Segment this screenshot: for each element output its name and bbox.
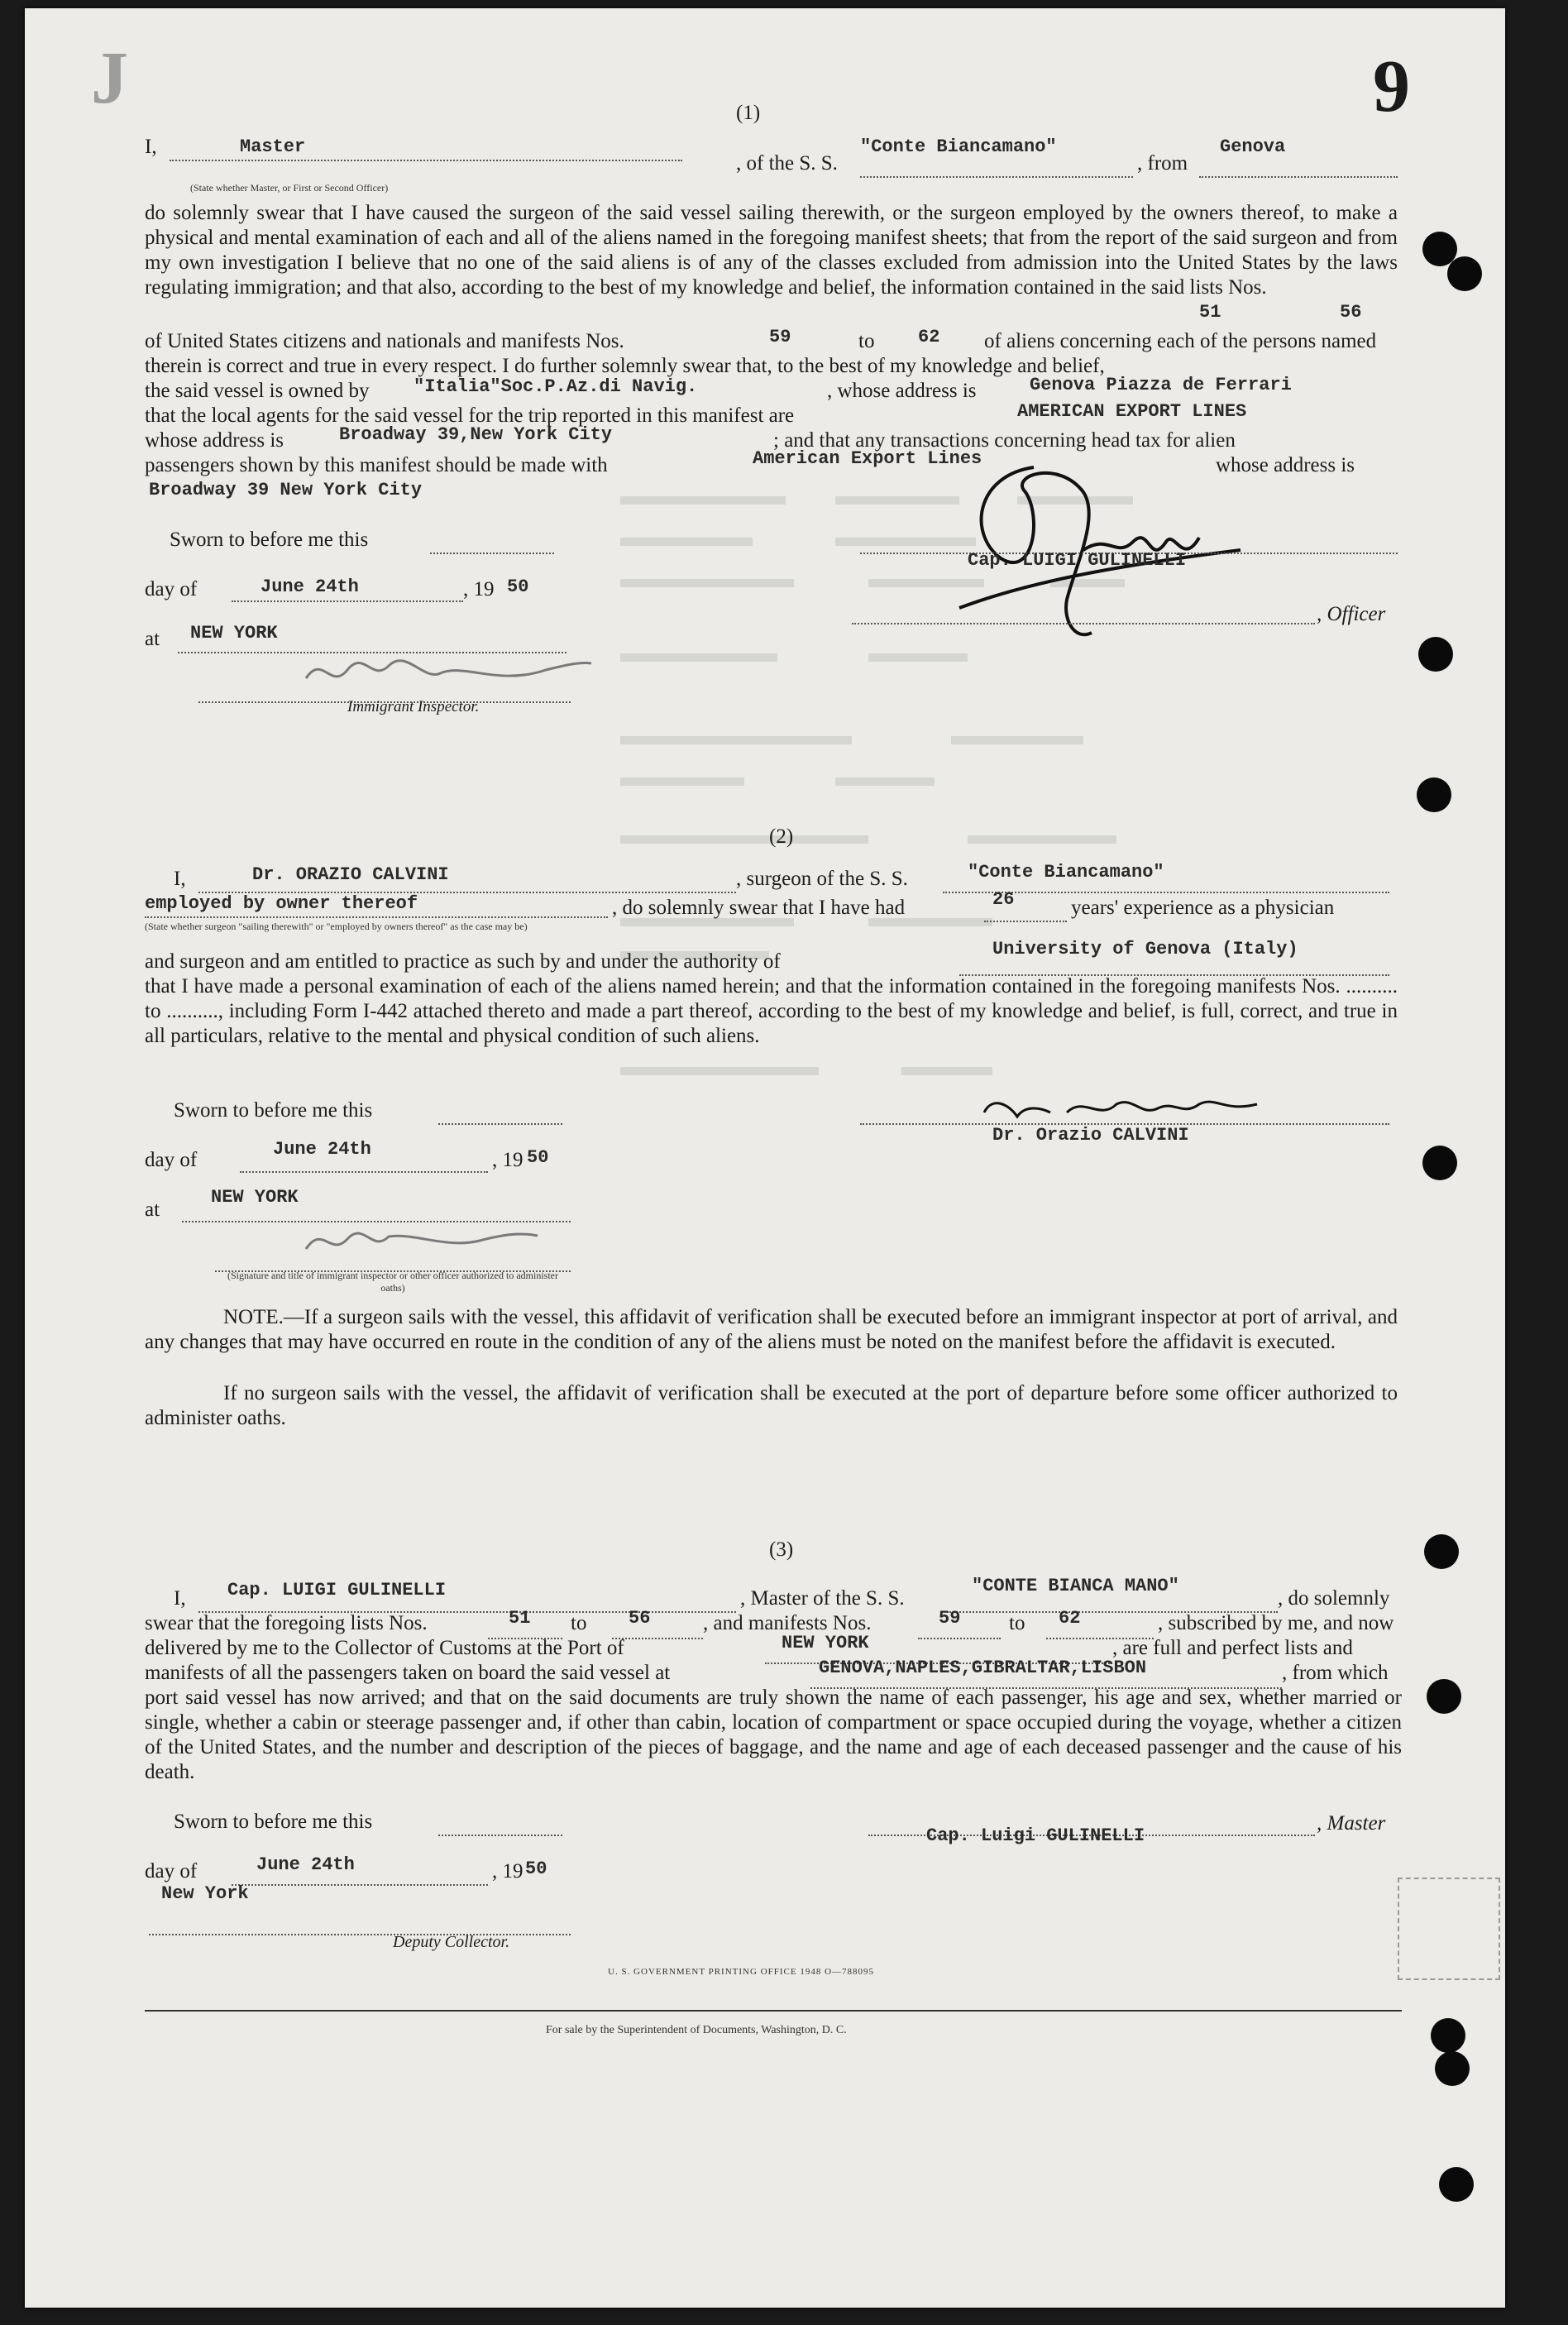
s2-employed-note: (State whether surgeon "sailing therewith" or "employed by owners thereof" as the case may be): [145, 921, 528, 932]
s1-local-agents: that the local agents for the said vessel for the trip reported in this manifest are: [145, 404, 795, 427]
s3-sworn-line: [438, 1820, 562, 1836]
punch-hole: [1435, 2051, 1470, 2086]
s2-surgeon-of: , surgeon of the S. S.: [736, 868, 908, 890]
s1-body: do solemnly swear that I have caused the surgeon of the said vessel sailing therewith, or the surgeon employed by the owners thereof, to make a physical and mental examination of each and all of the aliens named in the foregoing manifest sheets; that from the report of the said surgeon and from my own investigation I believe that no one of the said aliens is of any of the classes excluded from admission into the United States by the laws regulating immigration; and that also, according to the best of my knowledge and belief, the information contained in the said lists Nos.: [145, 202, 1398, 299]
s3-to-2: to: [1009, 1612, 1025, 1634]
s3-vessel: "CONTE BIANCA MANO": [972, 1576, 1179, 1596]
s1-lists-from: 51: [1199, 302, 1221, 323]
s2-years: 26: [992, 889, 1015, 910]
s3-place: New York: [161, 1883, 249, 1904]
punch-hole: [1439, 2167, 1474, 2202]
section-3-heading: (3): [769, 1538, 794, 1561]
section-1-heading: (1): [736, 102, 761, 124]
s3-sworn: Sworn to before me this: [174, 1811, 373, 1833]
s3-swear: swear that the foregoing lists Nos.: [145, 1612, 428, 1634]
s1-officer-line-2: [852, 608, 1315, 624]
s3-master-sig: Cap. Luigi GULINELLI: [926, 1825, 1145, 1846]
s3-ports-embarked: GENOVA,NAPLES,GIBRALTAR,LISBON: [819, 1658, 1147, 1678]
s3-subscribed: , subscribed by me, and now: [1158, 1612, 1394, 1634]
punch-hole: [1431, 2018, 1465, 2053]
gpo-line: U. S. GOVERNMENT PRINTING OFFICE 1948 O—788095: [608, 1967, 875, 1977]
s2-note1: NOTE.—If a surgeon sails with the vessel, this affidavit of verification shall be executed before an immigrant inspector at port of arrival, and any changes that may have occurred en route in the condition of any of the aliens must be noted on the manifest before the affidavit is executed.: [145, 1306, 1398, 1353]
s1-port-line: [1199, 161, 1398, 178]
s1-therein: therein is correct and true in every respect. I do further solemnly swear that, to the best of my knowledge and belief,: [145, 355, 1105, 377]
s3-body: port said vessel has now arrived; and that on the said documents are truly shown the name of each passenger, his age and sex, whether married or single, whether a cabin or steerage passenger and, if other than cabin, location of compartment or space occupied during the voyage, whether a citizen of the United States, and the number and description of the pieces of baggage, and the name and age of each deceased passenger and the cause of his death.: [145, 1686, 1402, 1783]
s1-date-line: [232, 586, 463, 602]
s2-place: NEW YORK: [211, 1187, 299, 1208]
s1-place: NEW YORK: [190, 623, 278, 643]
s1-whose-address: , whose address is: [827, 380, 977, 402]
s3-master-line: [198, 1596, 736, 1613]
s2-surgeon-sig-name: Dr. Orazio CALVINI: [992, 1125, 1189, 1146]
s2-sig-note: (Signature and title of immigrant inspector or other officer authorized to administer oaths): [227, 1270, 558, 1294]
s1-day-of: day of: [145, 578, 198, 600]
s1-whose-address-is: whose address is: [145, 429, 284, 452]
bleed-through-right: 9: [1373, 45, 1410, 127]
s1-owner-address: Genova Piazza de Ferrari: [1030, 375, 1292, 395]
s1-lists-to: 56: [1340, 302, 1362, 323]
s1-date: June 24th: [261, 576, 359, 597]
s1-from: , from: [1137, 152, 1188, 175]
s2-body: that I have made a personal examination of each of the aliens named herein; and that the information contained in the foregoing manifests Nos. .......... to .........., including Form I-442 attached thereto and made a part thereof, according to the best of my knowledge and belief, is full, correct, and true in all particulars, relative to the mental and physical condition of such aliens.: [145, 975, 1398, 1047]
punch-hole: [1422, 1146, 1457, 1180]
s1-of-aliens: of aliens concerning each of the persons named: [984, 330, 1377, 352]
s2-surgeon-line: [198, 877, 736, 893]
s2-surgeon: Dr. ORAZIO CALVINI: [252, 864, 449, 885]
s2-swear: , do solemnly swear that I have had: [612, 897, 906, 919]
s3-day-of: day of: [145, 1860, 198, 1882]
s2-employed: employed by owner thereof: [145, 893, 418, 914]
s2-university: University of Genova (Italy): [992, 939, 1298, 959]
s3-master-of: , Master of the S. S.: [740, 1587, 905, 1610]
s1-rank: Master: [240, 136, 306, 157]
s1-to: to: [858, 330, 875, 352]
s2-years-line: [984, 906, 1067, 922]
punch-hole: [1424, 1534, 1459, 1569]
s3-solemnly: , do solemnly: [1278, 1587, 1390, 1610]
s1-inspector-label: Immigrant Inspector.: [347, 698, 480, 715]
s1-year-prefix: , 19: [463, 578, 495, 600]
section-2-heading: (2): [769, 825, 794, 848]
punch-hole: [1427, 1679, 1461, 1714]
s3-from-which: , from which: [1282, 1662, 1389, 1684]
s1-owner: "Italia"Soc.P.Az.di Navig.: [414, 376, 698, 397]
s2-sworn: Sworn to before me this: [174, 1099, 373, 1122]
s3-delivered: delivered by me to the Collector of Customs at the Port of: [145, 1637, 624, 1659]
s3-lists-to-line: [612, 1623, 703, 1639]
s1-head-tax: ; and that any transactions concerning head tax for alien: [773, 429, 1236, 452]
s1-head-tax-address: Broadway 39 New York City: [149, 480, 423, 500]
s1-year: 50: [507, 576, 529, 597]
s2-sworn-line: [438, 1108, 562, 1125]
s1-owned-by: the said vessel is owned by: [145, 380, 370, 402]
s2-day-of: day of: [145, 1149, 198, 1171]
s2-university-line: [959, 959, 1389, 976]
punch-hole: [1417, 777, 1451, 812]
punch-hole: [1418, 637, 1453, 672]
s2-employed-line: [145, 902, 608, 918]
s3-full-lists: , are full and perfect lists and: [1112, 1637, 1353, 1659]
s1-officer-name: Cap. LUIGI GULINELLI: [968, 550, 1187, 571]
s1-passengers: passengers shown by this manifest should be made with: [145, 454, 608, 476]
s3-i: I,: [174, 1587, 186, 1610]
s3-vessel-line: [947, 1596, 1278, 1613]
s1-agent-address: Broadway 39,New York City: [339, 424, 613, 445]
s1-officer-label: , Officer: [1317, 603, 1386, 625]
s2-date-line: [240, 1156, 488, 1173]
s3-man-from: 59: [939, 1608, 961, 1629]
s3-year: 50: [525, 1859, 547, 1879]
s3-man-to: 62: [1059, 1608, 1081, 1629]
footer-rule: [145, 2010, 1402, 2012]
s1-of-us: of United States citizens and nationals and manifests Nos.: [145, 330, 624, 352]
s1-man-from: 59: [769, 327, 791, 347]
s3-man-from-line: [918, 1623, 1001, 1639]
s1-vessel: "Conte Biancamano": [860, 136, 1057, 157]
s1-sworn-line: [430, 538, 554, 554]
s1-man-to: 62: [918, 327, 940, 347]
s2-year-prefix: , 19: [492, 1149, 523, 1171]
s1-i: I,: [145, 136, 157, 158]
s3-date: June 24th: [256, 1854, 355, 1875]
s3-year-prefix: , 19: [492, 1860, 523, 1882]
s2-at: at: [145, 1198, 160, 1221]
s3-master: Cap. LUIGI GULINELLI: [227, 1580, 447, 1600]
s3-date-line: [232, 1869, 488, 1886]
punch-hole: [1447, 256, 1482, 291]
s3-manifests-of: manifests of all the passengers taken on board the said vessel at: [145, 1662, 671, 1684]
s1-sworn: Sworn to before me this: [170, 529, 369, 551]
sale-line: For sale by the Superintendent of Documents, Washington, D. C.: [546, 2024, 847, 2036]
s1-head-tax-agent: American Export Lines: [753, 448, 982, 469]
s1-vessel-line: [860, 161, 1133, 178]
s1-agent: AMERICAN EXPORT LINES: [1017, 401, 1247, 422]
manifest-page: [25, 8, 1505, 2308]
s2-year: 50: [527, 1147, 549, 1168]
faint-stamp: [1398, 1878, 1500, 1980]
s1-rank-note: (State whether Master, or First or Second Officer): [190, 182, 389, 194]
s2-note2: If no surgeon sails with the vessel, the affidavit of verification shall be executed at the port of departure before some officer authorized to administer oaths.: [145, 1382, 1398, 1429]
s2-i: I,: [174, 868, 186, 890]
s1-port: Genova: [1220, 136, 1286, 157]
s1-at: at: [145, 628, 160, 650]
s3-port: NEW YORK: [782, 1633, 869, 1653]
s3-deputy-label: Deputy Collector.: [393, 1933, 510, 1951]
s2-authority: and surgeon and am entitled to practice as such by and under the authority of: [145, 950, 781, 973]
s1-whose-address-end: whose address is: [1216, 454, 1355, 476]
s2-surgeon-sig-line: [860, 1108, 1389, 1125]
s3-to: to: [571, 1612, 587, 1634]
s1-of-ss: , of the S. S.: [736, 152, 838, 175]
bleed-through-left: J: [91, 37, 128, 119]
s3-master-label: , Master: [1317, 1812, 1386, 1835]
s3-and-manifests: , and manifests Nos.: [703, 1612, 872, 1634]
s2-experience: years' experience as a physician: [1071, 897, 1335, 919]
s2-date: June 24th: [273, 1139, 371, 1160]
s3-lists-from: 51: [509, 1608, 531, 1629]
s1-rank-line: [170, 145, 682, 161]
s3-lists-to: 56: [629, 1608, 651, 1629]
s2-vessel: "Conte Biancamano": [968, 862, 1164, 883]
